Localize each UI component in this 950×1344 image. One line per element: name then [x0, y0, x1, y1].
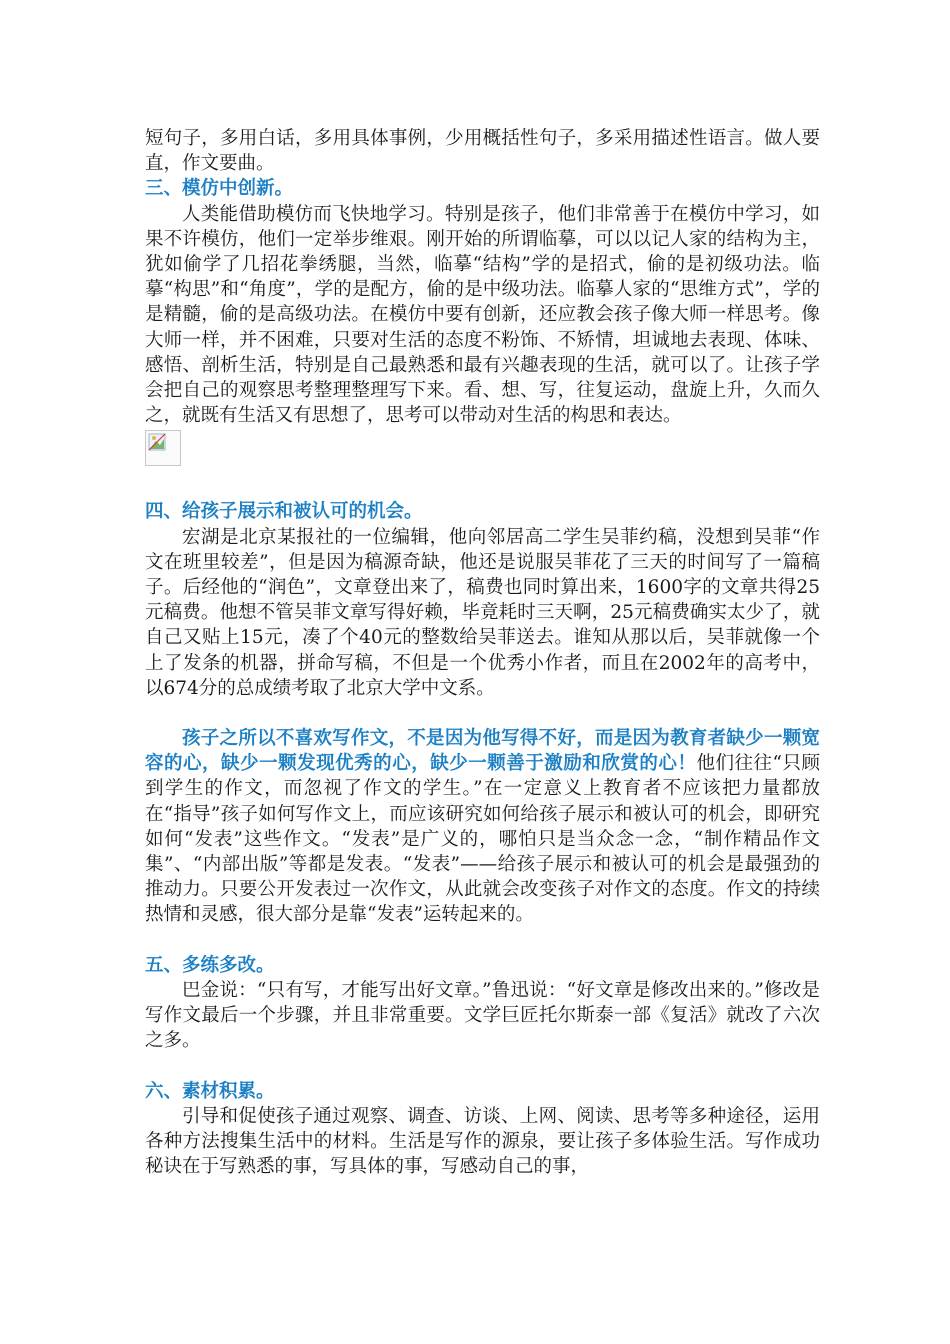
- document-page: [145, 126, 820, 1179]
- spacer: [145, 701, 820, 726]
- heading-imitation: 三、模仿中创新。: [145, 178, 294, 200]
- heading-material: 六、素材积累。: [145, 1080, 275, 1102]
- spacer: [145, 1054, 820, 1079]
- paragraph-intro: 短句子，多用白话，多用具体事例，少用概括性句子，多采用描述性语言。做人要直，作文要曲。: [145, 128, 820, 175]
- spacer: [145, 474, 820, 499]
- paragraph-recognition: [145, 726, 820, 928]
- highlight-text: 孩子之所以不喜欢写作文，不是因为他写得不好，而是因为教育者缺少一颗宽容的心，缺少一颗发现优秀的心，缺少一颗善于激励和欣赏的心！: [145, 728, 820, 775]
- broken-image-icon: [145, 430, 181, 466]
- heading-practice: 五、多练多改。: [145, 954, 275, 976]
- paragraph-imitation: 人类能借助模仿而飞快地学习。特别是孩子，他们非常善于在模仿中学习，如果不许模仿，他们一定举步维艰。刚开始的所谓临摹，可以以记人家的结构为主，犹如偷学了几招花拳绣腿，当然，临摹“结构”学的是招式，偷的是初级功法。临摹“构思”和“角度”，学的是配方，偷的是中级功法。临摹人家的“思维方式”，学的是精髓，偷的是高级功法。在模仿中要有创新，还应教会孩子像大师一样思考。像大师一样，并不困难，只要对生活的态度不粉饰、不矫情，坦诚地去表现、体味、感悟、剖析生活，特别是自己最熟悉和最有兴趣表现的生活，就可以了。让孩子学会把自己的观察思考整理整理写下来。看、想、写，往复运动，盘旋上升，久而久之，就既有生活又有思想了，思考可以带动对生活的构思和表达。: [145, 203, 820, 427]
- heading-showcase: 四、给孩子展示和被认可的机会。: [145, 501, 423, 523]
- paragraph-material: 引导和促使孩子通过观察、调查、访谈、上网、阅读、思考等多种途径，运用各种方法搜集生活中的材料。生活是写作的源泉，要让孩子多体验生活。写作成功秘诀在于写熟悉的事，写具体的事，写感动自己的事，: [145, 1105, 820, 1178]
- body-text: 他们往往“只顾到学生的作文，而忽视了作文的学生。”在一定意义上教育者不应该把力量都放在“指导”孩子如何写作文上，而应该研究如何给孩子展示和被认可的机会，即研究如何“发表”这些作文。“发表”是广义的，哪怕只是当众念一念，“制作精品作文集”、“内部出版”等都是发表。“发表”——给孩子展示和被认可的机会是最强劲的推动力。只要公开发表过一次作文，从此就会改变孩子对作文的态度。作文的持续热情和灵感，很大部分是靠“发表”运转起来的。: [145, 753, 820, 926]
- spacer: [145, 928, 820, 953]
- paragraph-showcase: 宏湖是北京某报社的一位编辑，他向邻居高二学生吴菲约稿，没想到吴菲“作文在班里较差”，但是因为稿源奇缺，他还是说服吴菲花了三天的时间写了一篇稿子。后经他的“润色”，文章登出来了，稿费也同时算出来，1600字的文章共得25元稿费。他想不管吴菲文章写得好赖，毕竟耗时三天啊，25元稿费确实太少了，就自己又贴上15元，凑了个40元的整数给吴菲送去。谁知从那以后，吴菲就像一个上了发条的机器，拼命写稿，不但是一个优秀小作者，而且在2002年的高考中，以674分的总成绩考取了北京大学中文系。: [145, 526, 820, 699]
- paragraph-practice: 巴金说：“只有写，才能写出好文章。”鲁迅说：“好文章是修改出来的。”修改是写作文最后一个步骤，并且非常重要。文学巨匠托尔斯泰一部《复活》就改了六次之多。: [145, 979, 820, 1052]
